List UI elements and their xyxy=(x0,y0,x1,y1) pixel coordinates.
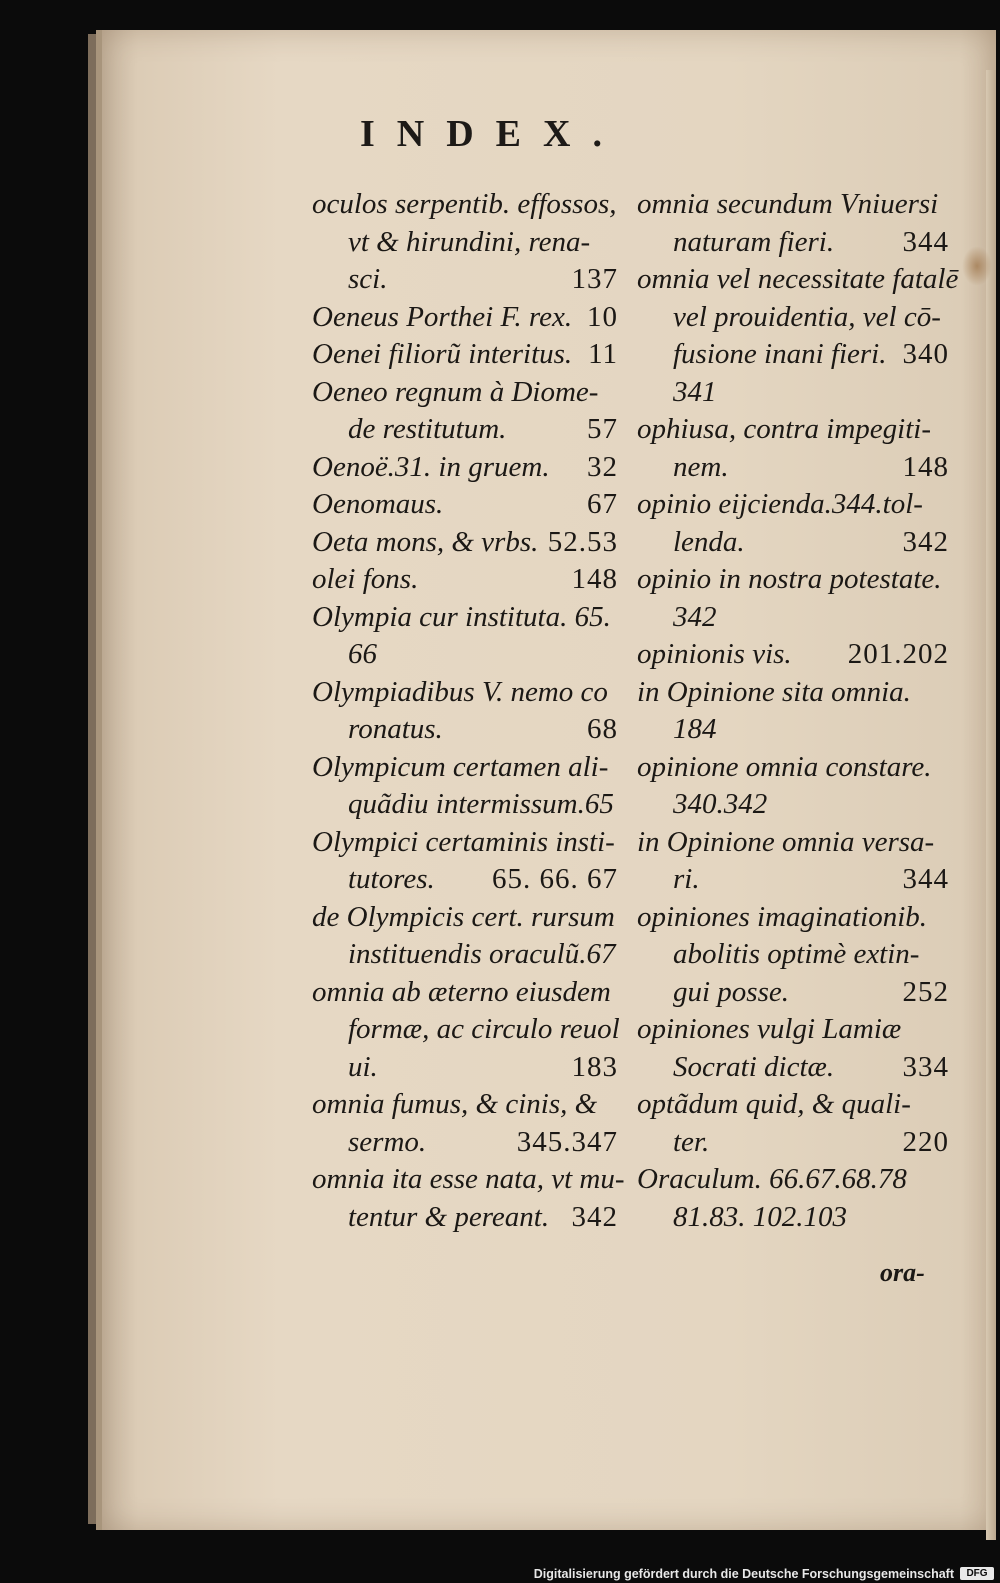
index-entry-text: 66 xyxy=(348,638,377,670)
index-entry-text: instituendis oraculũ.67 xyxy=(348,938,616,970)
index-entry-line xyxy=(312,786,618,824)
index-entry-line xyxy=(637,711,949,749)
index-entry-text: Oeta mons, & vrbs. xyxy=(312,525,539,558)
index-entry-text: formæ, ac circulo reuol xyxy=(348,1013,620,1045)
index-entry-text: ter. xyxy=(673,1125,710,1158)
index-entry-text: olei fons. xyxy=(312,563,419,595)
index-page-number: 342 xyxy=(571,1200,618,1233)
index-page-number: 67 xyxy=(587,488,618,520)
index-entry-text: in Opinione omnia versa- xyxy=(637,825,935,858)
index-entry-text: optãdum quid, & quali- xyxy=(637,1088,911,1120)
index-entry-text: omnia vel necessitate fatalē xyxy=(637,263,959,295)
index-entry-line xyxy=(312,824,618,862)
index-entry-line xyxy=(637,1049,949,1087)
index-entry-text: tentur & pereant. xyxy=(348,1200,550,1233)
index-entry-line xyxy=(637,224,949,262)
index-page-number: 137 xyxy=(571,263,618,295)
index-page-number: 148 xyxy=(571,563,618,595)
index-entry-line xyxy=(637,1086,949,1124)
index-entry-line xyxy=(312,936,618,974)
index-entry-line xyxy=(312,636,618,674)
index-entry-text: opinio eijcienda.344.tol- xyxy=(637,488,923,520)
index-entry-line xyxy=(312,1086,618,1124)
index-entry-text: Olympicum certamen ali- xyxy=(312,750,609,783)
index-entry-text: quãdiu intermissum.65 xyxy=(348,788,614,820)
index-page-number: 32 xyxy=(587,450,618,483)
index-page-number: 183 xyxy=(571,1050,618,1083)
index-entry-text: ui. xyxy=(348,1050,378,1083)
index-entry-line xyxy=(312,261,618,299)
index-entry-text: 341 xyxy=(673,375,717,408)
index-entry-text: naturam fieri. xyxy=(673,225,835,258)
index-entry-text: de restitutum. xyxy=(348,413,507,445)
index-entry-text: Oeneus Porthei F. rex. xyxy=(312,300,573,333)
index-entry-text: abolitis optimè extin- xyxy=(673,938,920,970)
index-entry-line xyxy=(637,261,959,299)
footer-credit: Digitalisierung gefördert durch die Deutsche Forschungsgemeinschaft xyxy=(533,1567,954,1581)
index-page-number: 57 xyxy=(587,413,618,445)
index-page-number: 52.53 xyxy=(547,525,618,558)
index-entry-text: in Opinione sita omnia. xyxy=(637,675,911,708)
index-entry-line xyxy=(637,411,949,449)
index-entry-text: Oraculum. 66.67.68.78 xyxy=(637,1163,907,1195)
index-entry-line xyxy=(637,374,949,412)
index-entry-line xyxy=(312,486,618,524)
index-entry-line xyxy=(312,674,618,712)
index-entry-text: 81.83. 102.103 xyxy=(673,1200,847,1233)
index-entry-text: vt & hirundini, rena- xyxy=(348,225,591,258)
index-entry-text: ronatus. xyxy=(348,713,443,745)
index-entry-text: opiniones imaginationib. xyxy=(637,900,927,933)
footer-bar xyxy=(0,1563,1000,1583)
index-entry-text: omnia ita esse nata, vt mu- xyxy=(312,1163,625,1195)
index-entry-text: 184 xyxy=(673,713,717,745)
index-page-number: 220 xyxy=(902,1125,949,1158)
index-entry-line xyxy=(312,1161,625,1199)
index-entry-text: vel prouidentia, vel cō- xyxy=(673,300,941,333)
paper-stain xyxy=(962,246,992,286)
index-page-number: 148 xyxy=(902,450,949,483)
index-entry-line xyxy=(637,786,949,824)
index-entry-text: Socrati dictæ. xyxy=(673,1050,835,1083)
index-entry-line xyxy=(637,899,949,937)
index-entry-text: Olympia cur instituta. 65. xyxy=(312,600,611,633)
index-entry-line xyxy=(637,974,949,1012)
index-page-number: 252 xyxy=(902,975,949,1008)
index-entry-line xyxy=(637,1199,949,1237)
index-entry-line xyxy=(312,1049,618,1087)
index-page-number: 68 xyxy=(587,713,618,745)
index-entry-text: sermo. xyxy=(348,1125,427,1158)
index-entry-line xyxy=(637,561,949,599)
index-entry-line xyxy=(312,1011,618,1049)
index-entry-line xyxy=(312,1199,618,1237)
index-entry-line xyxy=(637,824,949,862)
index-entry-line xyxy=(637,1161,949,1199)
index-entry-text: ri. xyxy=(673,863,700,895)
index-entry-text: omnia ab æterno eiusdem xyxy=(312,975,611,1008)
index-entry-text: omnia fumus, & cinis, & xyxy=(312,1088,598,1120)
index-page-number: 10 xyxy=(587,300,618,333)
index-entry-line xyxy=(312,711,618,749)
index-entry-text: omnia secundum Vniuersi xyxy=(637,188,939,220)
index-page-number: 11 xyxy=(588,338,618,370)
index-entry-line xyxy=(312,861,618,899)
index-entry-text: oculos serpentib. effossos, xyxy=(312,188,617,220)
index-entry-line xyxy=(312,524,618,562)
index-entry-text: sci. xyxy=(348,263,388,295)
index-entry-line xyxy=(637,524,949,562)
index-entry-text: lenda. xyxy=(673,525,745,558)
index-column-left xyxy=(312,186,625,1236)
index-entry-line xyxy=(637,449,949,487)
index-page-number: 345.347 xyxy=(516,1125,618,1158)
index-entry-text: 342 xyxy=(673,600,717,633)
index-entry-text: gui posse. xyxy=(673,975,789,1008)
page-edge xyxy=(986,70,996,1540)
index-entry-line xyxy=(312,336,618,374)
index-entry-line xyxy=(312,974,618,1012)
index-entry-line xyxy=(637,749,949,787)
index-entry-line xyxy=(637,299,949,337)
index-entry-line xyxy=(312,749,618,787)
index-entry-text: Oenoë.31. in gruem. xyxy=(312,450,550,483)
index-entry-text: fusione inani fieri. xyxy=(673,338,887,370)
index-page-number: 65. 66. 67 xyxy=(492,863,618,895)
index-entry-line xyxy=(312,224,618,262)
index-entry-line xyxy=(312,1124,618,1162)
index-page-number: 340 xyxy=(902,338,949,370)
index-entry-text: 340.342 xyxy=(673,788,768,820)
index-entry-line xyxy=(312,561,618,599)
index-entry-line xyxy=(312,411,618,449)
index-entry-line xyxy=(312,299,618,337)
index-entry-line xyxy=(637,636,949,674)
index-page-number: 344 xyxy=(902,225,949,258)
index-entry-text: nem. xyxy=(673,450,729,483)
index-entry-line xyxy=(637,599,949,637)
index-page-number: 344 xyxy=(902,863,949,895)
index-entry-text: opiniones vulgi Lamiæ xyxy=(637,1013,902,1045)
index-page-number: 334 xyxy=(902,1050,949,1083)
index-entry-line xyxy=(637,486,949,524)
index-entry-text: ophiusa, contra impegiti- xyxy=(637,413,932,445)
index-page-number: 201.202 xyxy=(847,638,949,670)
dfg-logo: DFG xyxy=(960,1567,994,1580)
index-entry-line xyxy=(312,449,618,487)
index-entry-line xyxy=(637,186,949,224)
index-entry-text: opinionis vis. xyxy=(637,638,792,670)
index-entry-line xyxy=(637,674,949,712)
index-entry-text: Olympiadibus V. nemo co xyxy=(312,675,608,708)
index-entry-line xyxy=(637,1011,949,1049)
index-entry-line xyxy=(312,899,618,937)
index-entry-text: Oeneo regnum à Diome- xyxy=(312,375,599,408)
index-entry-line xyxy=(312,186,618,224)
index-column-right xyxy=(637,186,959,1236)
index-entry-text: Oenomaus. xyxy=(312,488,444,520)
index-entry-line xyxy=(637,1124,949,1162)
index-entry-line xyxy=(637,936,949,974)
index-entry-line xyxy=(312,599,618,637)
index-entry-text: de Olympicis cert. rursum xyxy=(312,900,615,933)
index-entry-text: opinio in nostra potestate. xyxy=(637,563,942,595)
index-entry-text: Olympici certaminis insti- xyxy=(312,825,615,858)
page-header: INDEX. xyxy=(360,113,624,155)
index-page-number: 342 xyxy=(902,525,949,558)
catchword: ora- xyxy=(880,1258,925,1287)
index-entry-text: opinione omnia constare. xyxy=(637,750,932,783)
index-entry-line xyxy=(312,374,618,412)
index-entry-line xyxy=(637,336,949,374)
index-entry-line xyxy=(637,861,949,899)
index-entry-text: tutores. xyxy=(348,863,435,895)
index-entry-text: Oenei filiorũ interitus. xyxy=(312,338,573,370)
